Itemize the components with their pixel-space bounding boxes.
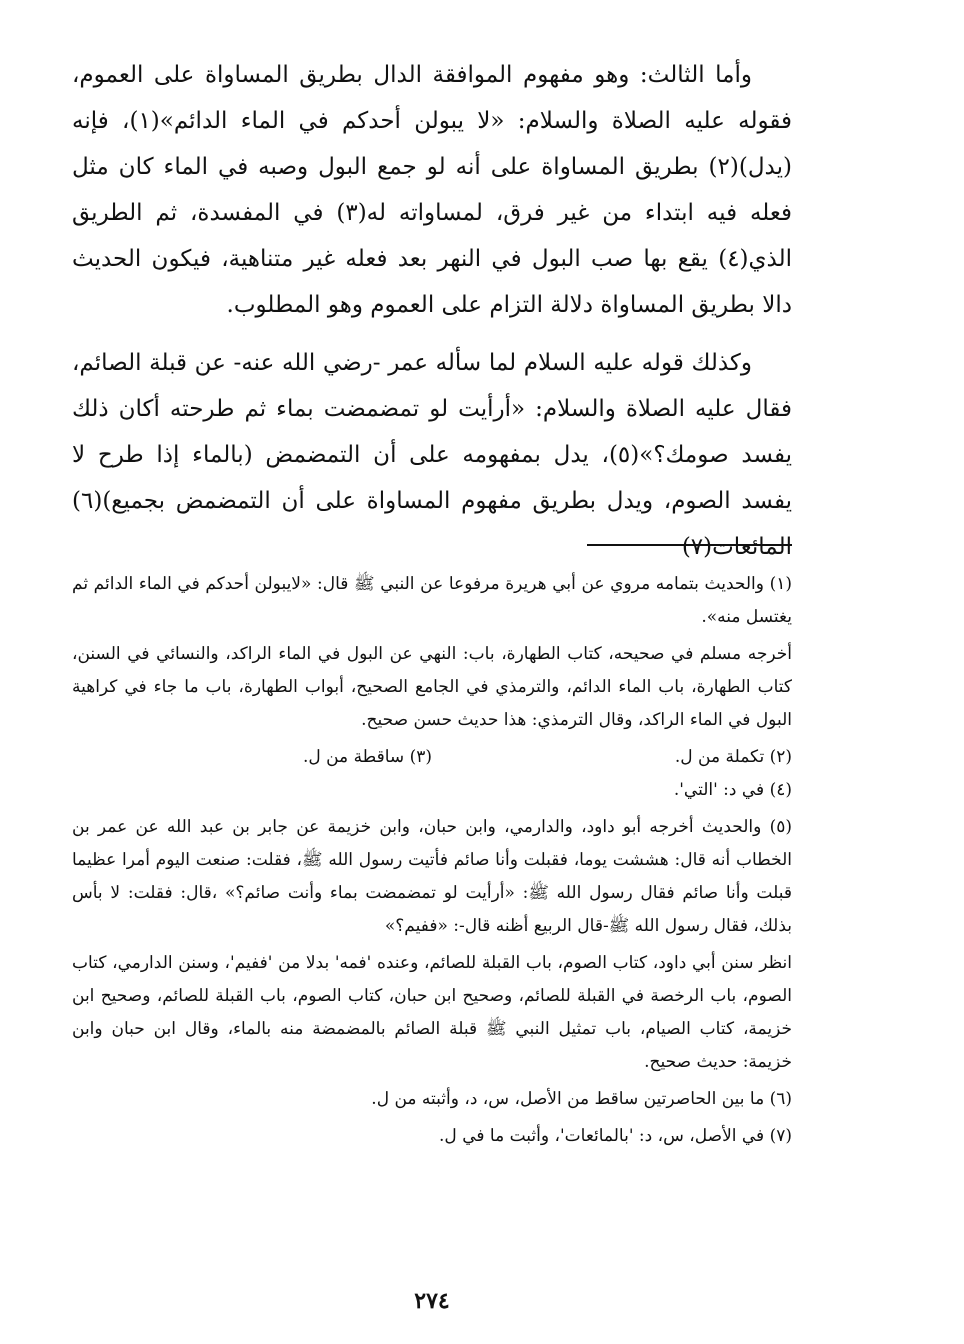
page-number: ٢٧٤ (414, 1288, 450, 1314)
footnote-5-sources: انظر سنن أبي داود، كتاب الصوم، باب القبلة للصائم، وعنده 'فمه' بدلا من 'ففيم'، وسنن الدارمي، كتاب الصوم، باب الرخصة في القبلة للصائم، وصحيح ابن حبان، كتاب الصوم، باب القبلة للصائم، وصحيح ابن خزيمة، كتاب الصيام، باب تمثيل النبي ﷺ قبلة الصائم بالمضمضة منه بالماء، وقال ابن حبان وابن خزيمة: حديث صحيح. (72, 953, 792, 1072)
paragraph-2: وكذلك قوله عليه السلام لما سأله عمر -رضي الله عنه- عن قبلة الصائم، فقال عليه الصلاة والسلام: «أرأيت لو تمضمضت بماء ثم طرحته أكان ذلك يفسد صومك؟»(٥)، يدل بمفهومه على أن التمضمض (بالماء إذا طرح لا يفسد الصوم، ويدل بطريق مفهوم المساواة على أن التمضمض بجميع)(٦) المائعات(٧) (72, 350, 793, 560)
footnotes (72, 568, 792, 1157)
footnote-4: (٤) في د: 'التي'. (673, 780, 792, 800)
footnote-6: (٦) ما بين الحاصرتين ساقط من الأصل، س، د، وأثبته من ل. (371, 1089, 792, 1109)
footnote-7: (٧) في الأصل، س، د: 'بالمائعات'، وأثبت ما في ل. (439, 1126, 792, 1146)
paragraph-1: وأما الثالث: وهو مفهوم الموافقة الدال بطريق المساواة على العموم، فقوله عليه الصلاة والسلام: «لا يبولن أحدكم في الماء الدائم»(١)، فإنه (يدل)(٢) بطريق المساواة على أنه لو جمع البول وصبه في الماء كان مثل فعله فيه ابتداء من غير فرق، لمساواته له(٣) في المفسدة، ثم الطريق الذي(٤) يقع بها صب البول في النهر بعد فعله غير متناهية، فيكون الحديث دالا بطريق المساواة دلالة التزام على العموم وهو المطلوب. (72, 62, 792, 318)
book-page (72, 52, 792, 1332)
footnote-row-2-3 (72, 741, 792, 774)
footnote-5: (٥) والحديث أخرجه أبو داود، والدارمي، وابن حبان، وابن خزيمة عن جابر بن عبد الله عن عمر بن الخطاب أنه قال: هششت يوما، فقبلت وأنا صائم فأتيت رسول الله ﷺ، فقلت: صنعت اليوم أمرا عظيما قبلت وأنا صائم فقال رسول الله ﷺ: «أرأيت لو تمضمضت بماء وأنت صائم؟» ،قال: فقلت: لا بأس بذلك، فقال رسول الله ﷺ-قال الربيع أظنه قال-: «ففيم؟» (72, 817, 792, 936)
footnote-1: (١) والحديث بتمامه مروي عن أبي هريرة مرفوعا عن النبي ﷺ قال: «لايبولن أحدكم في الماء الدائم ثم يغتسل منه». (72, 574, 792, 627)
footnote-1-sources: أخرجه مسلم في صحيحه، كتاب الطهارة، باب: النهي عن البول في الماء الراكد، والنسائي في السنن، كتاب الطهارة، باب الماء الدائم، والترمذي في الجامع الصحيح، أبواب الطهارة، باب ما جاء في كراهية البول في الماء الراكد، وقال الترمذي: هذا حديث حسن صحيح. (72, 644, 792, 730)
footnote-separator (587, 544, 792, 546)
footnote-2: (٢) تكملة من ل. (674, 747, 792, 767)
main-text (72, 52, 792, 570)
footnote-3: (٣) ساقطة من ل. (302, 747, 432, 767)
